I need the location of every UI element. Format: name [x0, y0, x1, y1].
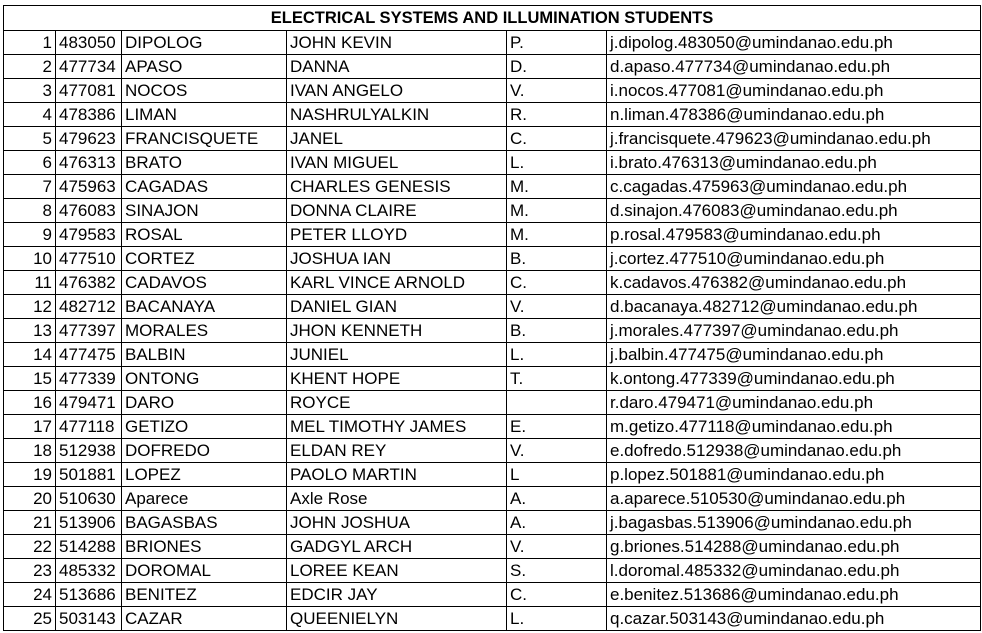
first-name-cell[interactable]: Axle Rose: [287, 487, 507, 511]
middle-initial-cell[interactable]: P.: [507, 31, 607, 55]
student-id-cell[interactable]: 476313: [56, 151, 122, 175]
row-number-cell[interactable]: 8: [4, 199, 56, 223]
middle-initial-cell[interactable]: [507, 391, 607, 415]
middle-initial-cell[interactable]: T.: [507, 367, 607, 391]
email-cell[interactable]: j.francisquete.479623@umindanao.edu.ph: [607, 127, 981, 151]
email-cell[interactable]: n.liman.478386@umindanao.edu.ph: [607, 103, 981, 127]
last-name-cell[interactable]: GETIZO: [122, 415, 287, 439]
table-row: [4, 247, 981, 271]
middle-initial-cell[interactable]: M.: [507, 223, 607, 247]
table-row: [4, 415, 981, 439]
email-cell[interactable]: p.rosal.479583@umindanao.edu.ph: [607, 223, 981, 247]
middle-initial-cell[interactable]: A.: [507, 511, 607, 535]
row-number-cell[interactable]: 3: [4, 79, 56, 103]
last-name-cell[interactable]: CAZAR: [122, 607, 287, 631]
email-cell[interactable]: j.morales.477397@umindanao.edu.ph: [607, 319, 981, 343]
title-row: [4, 6, 981, 31]
table-row: [4, 487, 981, 511]
first-name-cell[interactable]: JOHN JOSHUA: [287, 511, 507, 535]
middle-initial-cell[interactable]: B.: [507, 319, 607, 343]
table-row: [4, 175, 981, 199]
table-row: [4, 319, 981, 343]
middle-initial-cell[interactable]: V.: [507, 295, 607, 319]
student-id-cell[interactable]: 477475: [56, 343, 122, 367]
email-cell[interactable]: d.apaso.477734@umindanao.edu.ph: [607, 55, 981, 79]
student-id-cell[interactable]: 475963: [56, 175, 122, 199]
last-name-cell[interactable]: BAGASBAS: [122, 511, 287, 535]
row-number-cell[interactable]: 1: [4, 31, 56, 55]
row-number-cell[interactable]: 9: [4, 223, 56, 247]
row-number-cell[interactable]: 21: [4, 511, 56, 535]
student-id-cell[interactable]: 503143: [56, 607, 122, 631]
table-row: [4, 535, 981, 559]
last-name-cell[interactable]: ONTONG: [122, 367, 287, 391]
last-name-cell[interactable]: MORALES: [122, 319, 287, 343]
student-id-cell[interactable]: 514288: [56, 535, 122, 559]
last-name-cell[interactable]: FRANCISQUETE: [122, 127, 287, 151]
last-name-cell[interactable]: LIMAN: [122, 103, 287, 127]
student-id-cell[interactable]: 479623: [56, 127, 122, 151]
last-name-cell[interactable]: BRATO: [122, 151, 287, 175]
middle-initial-cell[interactable]: M.: [507, 175, 607, 199]
email-cell[interactable]: c.cagadas.475963@umindanao.edu.ph: [607, 175, 981, 199]
last-name-cell[interactable]: CORTEZ: [122, 247, 287, 271]
middle-initial-cell[interactable]: D.: [507, 55, 607, 79]
last-name-cell[interactable]: DIPOLOG: [122, 31, 287, 55]
row-number-cell[interactable]: 6: [4, 151, 56, 175]
email-cell[interactable]: p.lopez.501881@umindanao.edu.ph: [607, 463, 981, 487]
last-name-cell[interactable]: BALBIN: [122, 343, 287, 367]
table-row: [4, 583, 981, 607]
middle-initial-cell[interactable]: L.: [507, 151, 607, 175]
first-name-cell[interactable]: PAOLO MARTIN: [287, 463, 507, 487]
student-id-cell[interactable]: 483050: [56, 31, 122, 55]
first-name-cell[interactable]: PETER LLOYD: [287, 223, 507, 247]
email-cell[interactable]: a.aparece.510530@umindanao.edu.ph: [607, 487, 981, 511]
last-name-cell[interactable]: ROSAL: [122, 223, 287, 247]
row-number-cell[interactable]: 7: [4, 175, 56, 199]
first-name-cell[interactable]: KARL VINCE ARNOLD: [287, 271, 507, 295]
last-name-cell[interactable]: LOPEZ: [122, 463, 287, 487]
first-name-cell[interactable]: EDCIR JAY: [287, 583, 507, 607]
first-name-cell[interactable]: CHARLES GENESIS: [287, 175, 507, 199]
last-name-cell[interactable]: BENITEZ: [122, 583, 287, 607]
student-table: [3, 5, 981, 631]
first-name-cell[interactable]: ELDAN REY: [287, 439, 507, 463]
first-name-cell[interactable]: JANEL: [287, 127, 507, 151]
last-name-cell[interactable]: SINAJON: [122, 199, 287, 223]
last-name-cell[interactable]: DOROMAL: [122, 559, 287, 583]
email-cell[interactable]: q.cazar.503143@umindanao.edu.ph: [607, 607, 981, 631]
student-id-cell[interactable]: 477397: [56, 319, 122, 343]
table-row: [4, 271, 981, 295]
row-number-cell[interactable]: 11: [4, 271, 56, 295]
first-name-cell[interactable]: JOSHUA IAN: [287, 247, 507, 271]
row-number-cell[interactable]: 17: [4, 415, 56, 439]
email-cell[interactable]: d.bacanaya.482712@umindanao.edu.ph: [607, 295, 981, 319]
first-name-cell[interactable]: QUEENIELYN: [287, 607, 507, 631]
middle-initial-cell[interactable]: V.: [507, 535, 607, 559]
middle-initial-cell[interactable]: M.: [507, 199, 607, 223]
row-number-cell[interactable]: 13: [4, 319, 56, 343]
email-cell[interactable]: k.ontong.477339@umindanao.edu.ph: [607, 367, 981, 391]
middle-initial-cell[interactable]: E.: [507, 415, 607, 439]
student-id-cell[interactable]: 476083: [56, 199, 122, 223]
row-number-cell[interactable]: 19: [4, 463, 56, 487]
middle-initial-cell[interactable]: V.: [507, 79, 607, 103]
middle-initial-cell[interactable]: L.: [507, 607, 607, 631]
last-name-cell[interactable]: BRIONES: [122, 535, 287, 559]
student-id-cell[interactable]: 476382: [56, 271, 122, 295]
row-number-cell[interactable]: 10: [4, 247, 56, 271]
student-id-cell[interactable]: 477118: [56, 415, 122, 439]
last-name-cell[interactable]: BACANAYA: [122, 295, 287, 319]
first-name-cell[interactable]: NASHRULYALKIN: [287, 103, 507, 127]
email-cell[interactable]: j.balbin.477475@umindanao.edu.ph: [607, 343, 981, 367]
last-name-cell[interactable]: APASO: [122, 55, 287, 79]
student-id-cell[interactable]: 513906: [56, 511, 122, 535]
row-number-cell[interactable]: 20: [4, 487, 56, 511]
email-cell[interactable]: j.bagasbas.513906@umindanao.edu.ph: [607, 511, 981, 535]
email-cell[interactable]: d.sinajon.476083@umindanao.edu.ph: [607, 199, 981, 223]
middle-initial-cell[interactable]: R.: [507, 103, 607, 127]
last-name-cell[interactable]: DARO: [122, 391, 287, 415]
row-number-cell[interactable]: 4: [4, 103, 56, 127]
student-id-cell[interactable]: 479583: [56, 223, 122, 247]
middle-initial-cell[interactable]: A.: [507, 487, 607, 511]
student-id-cell[interactable]: 479471: [56, 391, 122, 415]
first-name-cell[interactable]: IVAN ANGELO: [287, 79, 507, 103]
middle-initial-cell[interactable]: S.: [507, 559, 607, 583]
sheet-title[interactable]: ELECTRICAL SYSTEMS AND ILLUMINATION STUDENTS: [4, 6, 981, 31]
table-row: [4, 559, 981, 583]
first-name-cell[interactable]: JHON KENNETH: [287, 319, 507, 343]
email-cell[interactable]: k.cadavos.476382@umindanao.edu.ph: [607, 271, 981, 295]
table-row: [4, 31, 981, 55]
middle-initial-cell[interactable]: C.: [507, 271, 607, 295]
table-row: [4, 199, 981, 223]
table-row: [4, 367, 981, 391]
table-row: [4, 607, 981, 631]
email-cell[interactable]: i.brato.476313@umindanao.edu.ph: [607, 151, 981, 175]
table-row: [4, 343, 981, 367]
row-number-cell[interactable]: 23: [4, 559, 56, 583]
student-id-cell[interactable]: 477081: [56, 79, 122, 103]
first-name-cell[interactable]: GADGYL ARCH: [287, 535, 507, 559]
first-name-cell[interactable]: DANIEL GIAN: [287, 295, 507, 319]
row-number-cell[interactable]: 24: [4, 583, 56, 607]
student-id-cell[interactable]: 477510: [56, 247, 122, 271]
first-name-cell[interactable]: IVAN MIGUEL: [287, 151, 507, 175]
student-id-cell[interactable]: 512938: [56, 439, 122, 463]
student-id-cell[interactable]: 510630: [56, 487, 122, 511]
student-id-cell[interactable]: 478386: [56, 103, 122, 127]
table-row: [4, 79, 981, 103]
table-row: [4, 391, 981, 415]
row-number-cell[interactable]: 25: [4, 607, 56, 631]
first-name-cell[interactable]: MEL TIMOTHY JAMES: [287, 415, 507, 439]
first-name-cell[interactable]: ROYCE: [287, 391, 507, 415]
row-number-cell[interactable]: 14: [4, 343, 56, 367]
email-cell[interactable]: m.getizo.477118@umindanao.edu.ph: [607, 415, 981, 439]
last-name-cell[interactable]: DOFREDO: [122, 439, 287, 463]
table-row: [4, 463, 981, 487]
last-name-cell[interactable]: Aparece: [122, 487, 287, 511]
last-name-cell[interactable]: CAGADAS: [122, 175, 287, 199]
middle-initial-cell[interactable]: V.: [507, 439, 607, 463]
student-id-cell[interactable]: 482712: [56, 295, 122, 319]
row-number-cell[interactable]: 22: [4, 535, 56, 559]
middle-initial-cell[interactable]: L: [507, 463, 607, 487]
row-number-cell[interactable]: 18: [4, 439, 56, 463]
first-name-cell[interactable]: KHENT HOPE: [287, 367, 507, 391]
table-row: [4, 55, 981, 79]
table-row: [4, 127, 981, 151]
first-name-cell[interactable]: JUNIEL: [287, 343, 507, 367]
table-row: [4, 511, 981, 535]
email-cell[interactable]: r.daro.479471@umindanao.edu.ph: [607, 391, 981, 415]
row-number-cell[interactable]: 5: [4, 127, 56, 151]
middle-initial-cell[interactable]: C.: [507, 583, 607, 607]
row-number-cell[interactable]: 15: [4, 367, 56, 391]
student-id-cell[interactable]: 477339: [56, 367, 122, 391]
table-row: [4, 439, 981, 463]
table-row: [4, 223, 981, 247]
first-name-cell[interactable]: JOHN KEVIN: [287, 31, 507, 55]
student-id-cell[interactable]: 501881: [56, 463, 122, 487]
email-cell[interactable]: e.dofredo.512938@umindanao.edu.ph: [607, 439, 981, 463]
last-name-cell[interactable]: NOCOS: [122, 79, 287, 103]
student-id-cell[interactable]: 485332: [56, 559, 122, 583]
first-name-cell[interactable]: DANNA: [287, 55, 507, 79]
email-cell[interactable]: l.doromal.485332@umindanao.edu.ph: [607, 559, 981, 583]
middle-initial-cell[interactable]: B.: [507, 247, 607, 271]
last-name-cell[interactable]: CADAVOS: [122, 271, 287, 295]
row-number-cell[interactable]: 12: [4, 295, 56, 319]
first-name-cell[interactable]: LOREE KEAN: [287, 559, 507, 583]
email-cell[interactable]: e.benitez.513686@umindanao.edu.ph: [607, 583, 981, 607]
row-number-cell[interactable]: 16: [4, 391, 56, 415]
email-cell[interactable]: i.nocos.477081@umindanao.edu.ph: [607, 79, 981, 103]
first-name-cell[interactable]: DONNA CLAIRE: [287, 199, 507, 223]
student-id-cell[interactable]: 513686: [56, 583, 122, 607]
email-cell[interactable]: j.cortez.477510@umindanao.edu.ph: [607, 247, 981, 271]
email-cell[interactable]: j.dipolog.483050@umindanao.edu.ph: [607, 31, 981, 55]
table-row: [4, 103, 981, 127]
middle-initial-cell[interactable]: C.: [507, 127, 607, 151]
middle-initial-cell[interactable]: L.: [507, 343, 607, 367]
table-row: [4, 295, 981, 319]
email-cell[interactable]: g.briones.514288@umindanao.edu.ph: [607, 535, 981, 559]
student-id-cell[interactable]: 477734: [56, 55, 122, 79]
row-number-cell[interactable]: 2: [4, 55, 56, 79]
table-body: [4, 31, 981, 631]
table-row: [4, 151, 981, 175]
